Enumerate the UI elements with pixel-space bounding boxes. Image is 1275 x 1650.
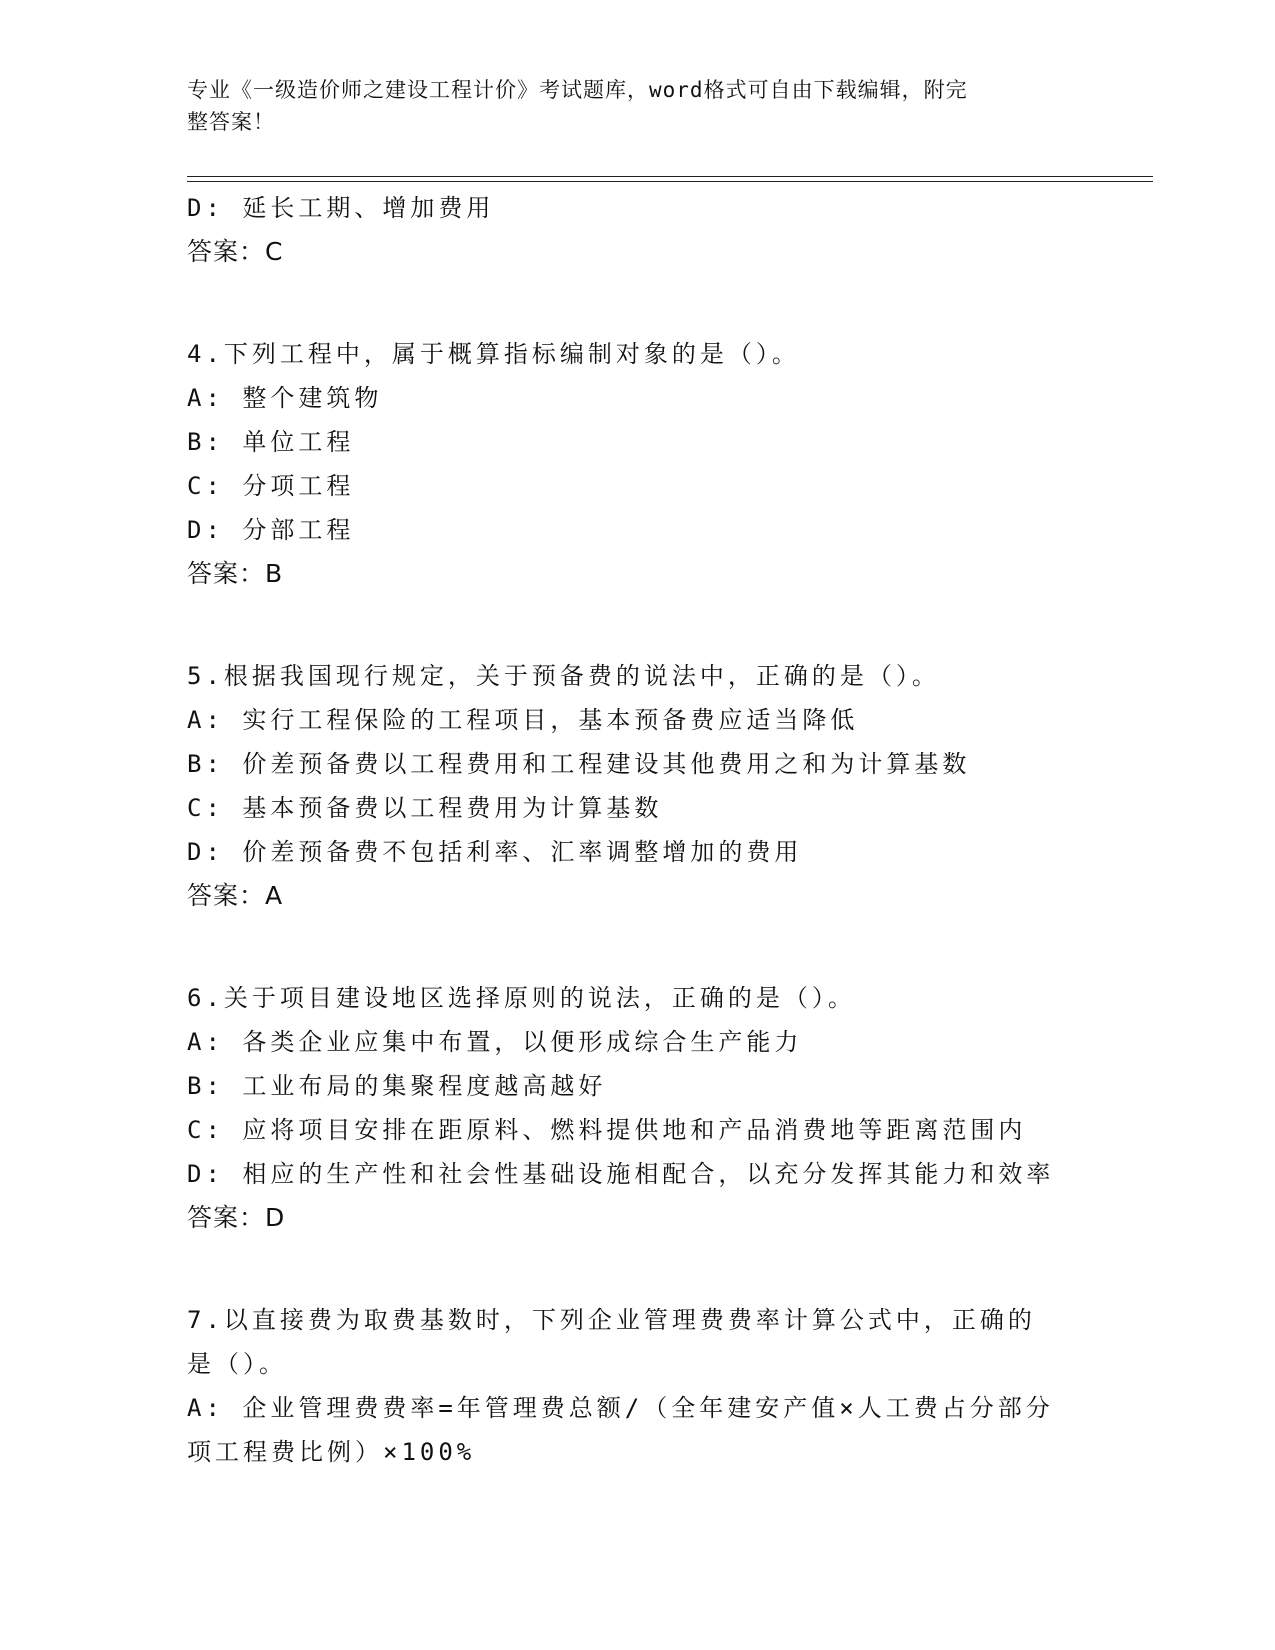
answer-line: 答案：B <box>187 559 284 588</box>
question-stem-line-2: 是（）。 <box>187 1350 287 1378</box>
option-a: A: 各类企业应集中布置，以便形成综合生产能力 <box>187 1028 803 1056</box>
header-divider-top <box>187 176 1153 177</box>
option-a: A: 整个建筑物 <box>187 384 383 412</box>
question-stem: 5.根据我国现行规定，关于预备费的说法中，正确的是（）。 <box>187 662 940 690</box>
option-d: D: 价差预备费不包括利率、汇率调整增加的费用 <box>187 838 803 866</box>
spacer <box>187 274 1067 332</box>
question-6 <box>187 976 1067 1240</box>
option-d: D: 相应的生产性和社会性基础设施相配合，以充分发挥其能力和效率 <box>187 1160 1055 1188</box>
question-stem: 6.关于项目建设地区选择原则的说法，正确的是（）。 <box>187 984 856 1012</box>
answer-line: 答案：C <box>187 237 284 266</box>
answer-line: 答案：A <box>187 881 284 910</box>
option-c: C: 分项工程 <box>187 472 355 500</box>
question-4 <box>187 332 1067 596</box>
question-stem-line-1: 7.以直接费为取费基数时，下列企业管理费费率计算公式中，正确的 <box>187 1306 1036 1334</box>
header-divider-bottom <box>187 181 1153 182</box>
answer-line: 答案：D <box>187 1203 286 1232</box>
spacer <box>187 596 1067 654</box>
option-d: D: 分部工程 <box>187 516 355 544</box>
question-5 <box>187 654 1067 918</box>
spacer <box>187 918 1067 976</box>
option-c: C: 基本预备费以工程费用为计算基数 <box>187 794 663 822</box>
question-7 <box>187 1298 1067 1474</box>
question-3-tail <box>187 186 1067 274</box>
option-b: B: 工业布局的集聚程度越高越好 <box>187 1072 607 1100</box>
option-b: B: 单位工程 <box>187 428 355 456</box>
question-list <box>187 186 1067 1474</box>
option-b: B: 价差预备费以工程费用和工程建设其他费用之和为计算基数 <box>187 750 971 778</box>
header-title-line-2: 整答案！ <box>187 110 275 134</box>
option-a: A: 实行工程保险的工程项目，基本预备费应适当降低 <box>187 706 859 734</box>
option-a-line-1: A: 企业管理费费率=年管理费总额/（全年建安产值×人工费占分部分 <box>187 1394 1054 1422</box>
header-title-line-1: 专业《一级造价师之建设工程计价》考试题库，word格式可自由下载编辑，附完 <box>187 78 968 102</box>
option-a-line-2: 项工程费比例）×100% <box>187 1438 476 1466</box>
option-c: C: 应将项目安排在距原料、燃料提供地和产品消费地等距离范围内 <box>187 1116 1027 1144</box>
question-stem: 4.下列工程中，属于概算指标编制对象的是（）。 <box>187 340 800 368</box>
option-d: D: 延长工期、增加费用 <box>187 194 495 222</box>
spacer <box>187 1240 1067 1298</box>
